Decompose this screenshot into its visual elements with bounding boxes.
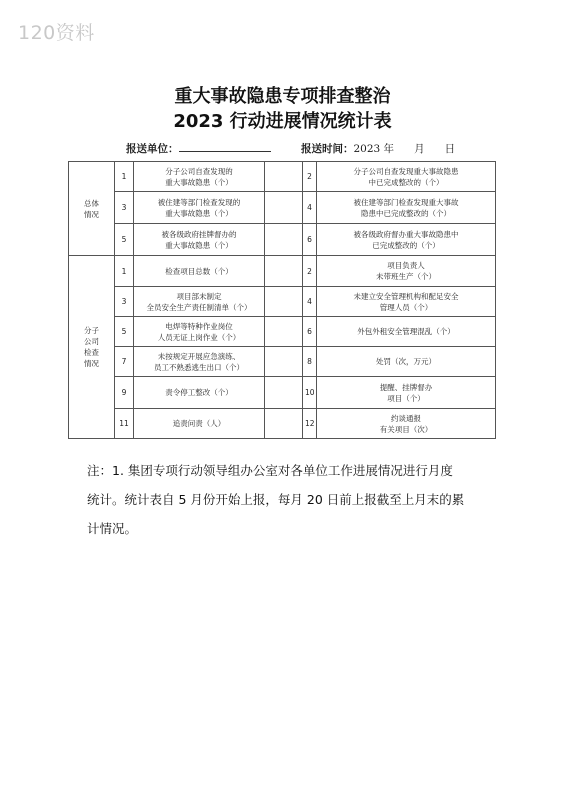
table-row bbox=[69, 287, 496, 317]
item-label bbox=[317, 409, 496, 439]
item-label bbox=[317, 347, 496, 377]
item-label-line: 未建立安全管理机构和配足安全 bbox=[353, 291, 459, 301]
item-label-line: 有关项目（次） bbox=[379, 424, 433, 434]
item-label-line: 全员安全生产责任制清单（个） bbox=[146, 302, 252, 312]
time-month: 月 bbox=[414, 143, 425, 155]
item-label-line: 未按规定开展应急演练、 bbox=[157, 351, 241, 361]
item-label-line: 中已完成整改的（个） bbox=[368, 177, 444, 187]
unit-label: 报送单位： bbox=[126, 143, 179, 155]
value-cell[interactable] bbox=[265, 162, 303, 192]
item-number: 11 bbox=[115, 409, 134, 439]
item-label bbox=[134, 287, 265, 317]
item-number: 7 bbox=[115, 347, 134, 377]
section-label-line: 情况 bbox=[84, 209, 99, 219]
time-year: 2023 年 bbox=[353, 143, 395, 155]
item-label-line: 被各级政府挂牌督办的 bbox=[161, 229, 237, 239]
value-cell[interactable] bbox=[265, 377, 303, 409]
time-label: 报送时间： bbox=[301, 143, 354, 155]
item-label-line: 约谈通报 bbox=[391, 413, 421, 423]
item-number: 1 bbox=[115, 256, 134, 287]
item-label-line: 项目部未制定 bbox=[176, 291, 222, 301]
table-row bbox=[69, 192, 496, 224]
item-label-line: 未带班生产（个） bbox=[376, 272, 436, 281]
footnote-line-3: 计情况。 bbox=[87, 521, 138, 536]
item-label bbox=[317, 317, 496, 347]
value-cell[interactable] bbox=[265, 224, 303, 256]
item-label-line: 员工不熟悉逃生出口（个） bbox=[154, 362, 244, 372]
item-number: 8 bbox=[303, 347, 317, 377]
submitting-unit bbox=[126, 141, 271, 156]
value-cell[interactable] bbox=[265, 409, 303, 439]
table-row bbox=[69, 256, 496, 287]
item-label-line: 电焊等特种作业岗位 bbox=[165, 321, 233, 331]
item-number: 5 bbox=[115, 224, 134, 256]
unit-blank-line bbox=[179, 142, 271, 152]
item-label-line: 检查项目总数（个） bbox=[165, 266, 233, 276]
footnote bbox=[87, 456, 479, 543]
item-label-line: 外包外租安全管理混乱（个） bbox=[357, 327, 455, 336]
item-number: 6 bbox=[303, 224, 317, 256]
item-label bbox=[134, 377, 265, 409]
item-label-line: 追责问责（人） bbox=[172, 419, 226, 428]
table-row bbox=[69, 317, 496, 347]
item-number: 2 bbox=[303, 162, 317, 192]
item-label-line: 被住建等部门检查发现的 bbox=[157, 197, 241, 207]
table-row bbox=[69, 377, 496, 409]
item-label-line: 分子公司自查发现重大事故隐患 bbox=[353, 166, 459, 176]
item-label-line: 重大事故隐患（个） bbox=[165, 240, 233, 250]
item-label bbox=[317, 192, 496, 224]
section-label bbox=[69, 256, 115, 439]
section-label-line: 总体 bbox=[84, 198, 99, 208]
time-day: 日 bbox=[444, 143, 456, 155]
section-label-line: 检查 bbox=[84, 348, 99, 357]
page-title-line-2: 2023 行动进展情况统计表 bbox=[173, 111, 392, 132]
item-label bbox=[317, 224, 496, 256]
item-label bbox=[317, 287, 496, 317]
item-number: 1 bbox=[115, 162, 134, 192]
item-label-line: 隐患中已完成整改的（个） bbox=[361, 208, 451, 218]
item-label-line: 被住建等部门检查发现重大事故 bbox=[353, 197, 459, 207]
item-number: 3 bbox=[115, 192, 134, 224]
submission-time bbox=[301, 141, 455, 156]
item-number: 2 bbox=[303, 256, 317, 287]
item-number: 9 bbox=[115, 377, 134, 409]
footnote-line-2: 统计。统计表自 5 月份开始上报，每月 20 日前上报截至上月末的累 bbox=[87, 492, 465, 507]
footnote-line-1: 注：1. 集团专项行动领导组办公室对各单位工作进展情况进行月度 bbox=[87, 463, 453, 478]
item-number: 6 bbox=[303, 317, 317, 347]
item-label bbox=[134, 317, 265, 347]
item-number: 4 bbox=[303, 287, 317, 317]
item-label-line: 项目（个） bbox=[387, 393, 425, 403]
item-label-line: 已完成整改的（个） bbox=[372, 240, 440, 250]
table-row bbox=[69, 224, 496, 256]
table-row bbox=[69, 347, 496, 377]
item-number: 10 bbox=[303, 377, 317, 409]
item-label-line: 重大事故隐患（个） bbox=[165, 208, 233, 218]
section-label-line: 情况 bbox=[84, 359, 99, 368]
item-label bbox=[134, 256, 265, 287]
statistics-table bbox=[68, 161, 496, 439]
item-label bbox=[134, 192, 265, 224]
item-label-line: 管理人员（个） bbox=[379, 302, 433, 312]
item-label bbox=[134, 224, 265, 256]
item-label bbox=[134, 347, 265, 377]
section-label-line: 分子 bbox=[84, 326, 99, 335]
value-cell[interactable] bbox=[265, 347, 303, 377]
item-number: 5 bbox=[115, 317, 134, 347]
item-label-line: 分子公司自查发现的 bbox=[165, 166, 233, 176]
section-label bbox=[69, 162, 115, 256]
item-label bbox=[134, 162, 265, 192]
item-label bbox=[317, 377, 496, 409]
value-cell[interactable] bbox=[265, 317, 303, 347]
section-label-line: 公司 bbox=[84, 337, 99, 346]
value-cell[interactable] bbox=[265, 287, 303, 317]
item-label-line: 项目负责人 bbox=[387, 261, 425, 270]
item-label-line: 提醒、挂牌督办 bbox=[379, 382, 433, 392]
item-number: 3 bbox=[115, 287, 134, 317]
item-label-line: 责令停工整改（个） bbox=[165, 388, 233, 397]
item-label bbox=[134, 409, 265, 439]
value-cell[interactable] bbox=[265, 256, 303, 287]
item-label-line: 重大事故隐患（个） bbox=[165, 177, 233, 187]
watermark: 120资料 bbox=[18, 22, 95, 44]
item-number: 4 bbox=[303, 192, 317, 224]
item-label-line: 人员无证上岗作业（个） bbox=[157, 332, 241, 342]
table-row bbox=[69, 409, 496, 439]
item-number: 12 bbox=[303, 409, 317, 439]
item-label bbox=[317, 162, 496, 192]
value-cell[interactable] bbox=[265, 192, 303, 224]
table-row bbox=[69, 162, 496, 192]
item-label-line: 被各级政府督办重大事故隐患中 bbox=[353, 229, 459, 239]
page-title-line-1: 重大事故隐患专项排查整治 bbox=[174, 86, 391, 107]
item-label-line: 处罚（次，万元） bbox=[376, 357, 436, 366]
item-label bbox=[317, 256, 496, 287]
